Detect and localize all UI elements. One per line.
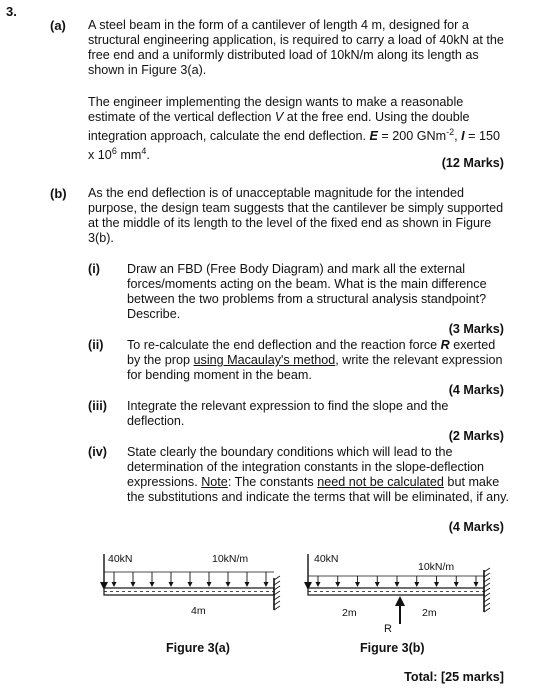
udl-arrow-head: [150, 582, 155, 587]
figure-3a-udl-arrows: [112, 572, 269, 587]
sub-iv-label: (iv): [88, 445, 107, 459]
p2-end: .: [146, 148, 150, 163]
udl-arrow-head: [395, 582, 400, 587]
udl-arrow-head: [207, 582, 212, 587]
udl-arrow-head: [169, 582, 174, 587]
i-exponent: 6: [111, 146, 117, 157]
udl-arrow-head: [131, 582, 136, 587]
sub-iv-text-1: State clearly the boundary conditions which will lead to the determination of the integration constants in the slope-deflection expressions.: [127, 445, 485, 489]
part-a-paragraph-1: A steel beam in the form of a cantilever of length 4 m, designed for a structural engineering application, is required to carry a load of 40kN at the free end and a uniformly distributed load of 10kN/m along its length as shown in Figure 3(a).: [88, 18, 504, 77]
sub-ii-text-3: , write the relevant expression for bending moment in the beam.: [127, 353, 503, 382]
figure-3b-fixed-support: [484, 568, 490, 612]
udl-arrow-head: [226, 582, 231, 587]
figure-3b-reaction-label: R: [384, 623, 392, 635]
figure-3b-caption: Figure 3(b): [360, 641, 425, 655]
figure-3a-length-label: 4m: [191, 605, 206, 616]
sub-iii-marks: (2 Marks): [448, 429, 504, 443]
udl-arrow-head: [434, 582, 439, 587]
p2-text-1: The engineer implementing the design wants to make a reasonable estimate of the vertical deflection: [88, 95, 464, 124]
total-marks: Total: [25 marks]: [404, 670, 504, 684]
i-unit: mm: [116, 148, 142, 163]
udl-arrow-head: [454, 582, 459, 587]
reaction-symbol: R: [440, 338, 450, 352]
e-exponent: -2: [446, 127, 455, 137]
p2-text-2: at the free end. Using the double integration approach, calculate the end deflection.: [88, 110, 470, 144]
e-symbol: E: [369, 129, 378, 144]
figure-3a-caption: Figure 3(a): [166, 641, 230, 655]
part-a-marks: (12 Marks): [441, 156, 504, 170]
sub-ii-text-1: To re-calculate the end deflection and the reaction force: [127, 338, 441, 352]
figure-3a-point-load-label: 40kN: [108, 553, 133, 565]
deflection-symbol: V: [274, 110, 284, 124]
part-a-paragraph-2: [88, 95, 508, 163]
sub-ii-marks: (4 Marks): [448, 383, 504, 397]
figure-3a-diagram: [96, 548, 288, 616]
udl-arrow-head: [112, 582, 117, 587]
p2-separator: ,: [454, 129, 462, 144]
sub-iv-text-2: : The constants: [227, 475, 318, 489]
i-unit-exponent: 4: [141, 146, 147, 157]
udl-arrow-head: [316, 582, 321, 587]
udl-arrow-head: [188, 582, 193, 587]
figure-3b-point-load-label: 40kN: [314, 553, 339, 565]
figure-3b-left-span-label: 2m: [342, 607, 357, 619]
udl-arrow-head: [355, 582, 360, 587]
sub-i-text: Draw an FBD (Free Body Diagram) and mark all the external forces/moments acting on the beam. What is the main difference between the two problems from a structural analysis standpoint? Describe.: [127, 262, 487, 321]
question-number: 3.: [6, 4, 17, 19]
e-value: = 200 GNm: [377, 129, 447, 144]
figure-3a-udl-label: 10kN/m: [212, 553, 249, 565]
need-not-underline: need not be calculated: [317, 475, 444, 489]
part-b-label: (b): [50, 186, 67, 201]
i-value: = 150 x 10: [88, 129, 500, 163]
udl-arrow-head: [375, 582, 380, 587]
sub-iv-text-3: but make the substitutions and indicate the terms that will be eliminated, if any.: [127, 475, 509, 504]
figure-3b-udl-label: 10kN/m: [418, 561, 455, 573]
figure-3b-right-span-label: 2m: [422, 607, 437, 619]
figure-3b-diagram: [300, 548, 500, 644]
sub-ii-text-2: exerted by the prop: [127, 338, 496, 367]
figure-3b-point-load-arrow: [304, 554, 312, 590]
figure-3b-udl-arrows: [316, 576, 479, 587]
sub-iv-marks: (4 Marks): [448, 520, 504, 534]
part-b-paragraph: As the end deflection is of unacceptable magnitude for the intended purpose, the design team suggests that the cantilever be simply supported at the middle of its length to the level of the fixed end as shown in Figure 3(b).: [88, 186, 504, 245]
sub-ii-text: [127, 338, 509, 383]
i-symbol: I: [461, 129, 465, 144]
sub-i-label: (i): [88, 262, 100, 276]
udl-arrow-head: [335, 582, 340, 587]
udl-arrow-head: [264, 582, 269, 587]
part-a-label: (a): [50, 18, 66, 33]
figure-3a-fixed-support: [274, 576, 280, 610]
macaulay-method-underline: using Macaulay's method: [193, 353, 336, 367]
sub-iii-label: (iii): [88, 399, 107, 413]
udl-arrow-head: [474, 582, 479, 587]
figure-3b-reaction-arrow: [395, 596, 405, 624]
sub-iv-text: [127, 445, 509, 505]
sub-ii-label: (ii): [88, 338, 104, 352]
sub-i-marks: (3 Marks): [448, 322, 504, 336]
sub-iii-text: Integrate the relevant expression to find the slope and the deflection.: [127, 399, 449, 428]
note-underline: Note: [201, 475, 228, 489]
udl-arrow-head: [245, 582, 250, 587]
udl-arrow-head: [414, 582, 419, 587]
